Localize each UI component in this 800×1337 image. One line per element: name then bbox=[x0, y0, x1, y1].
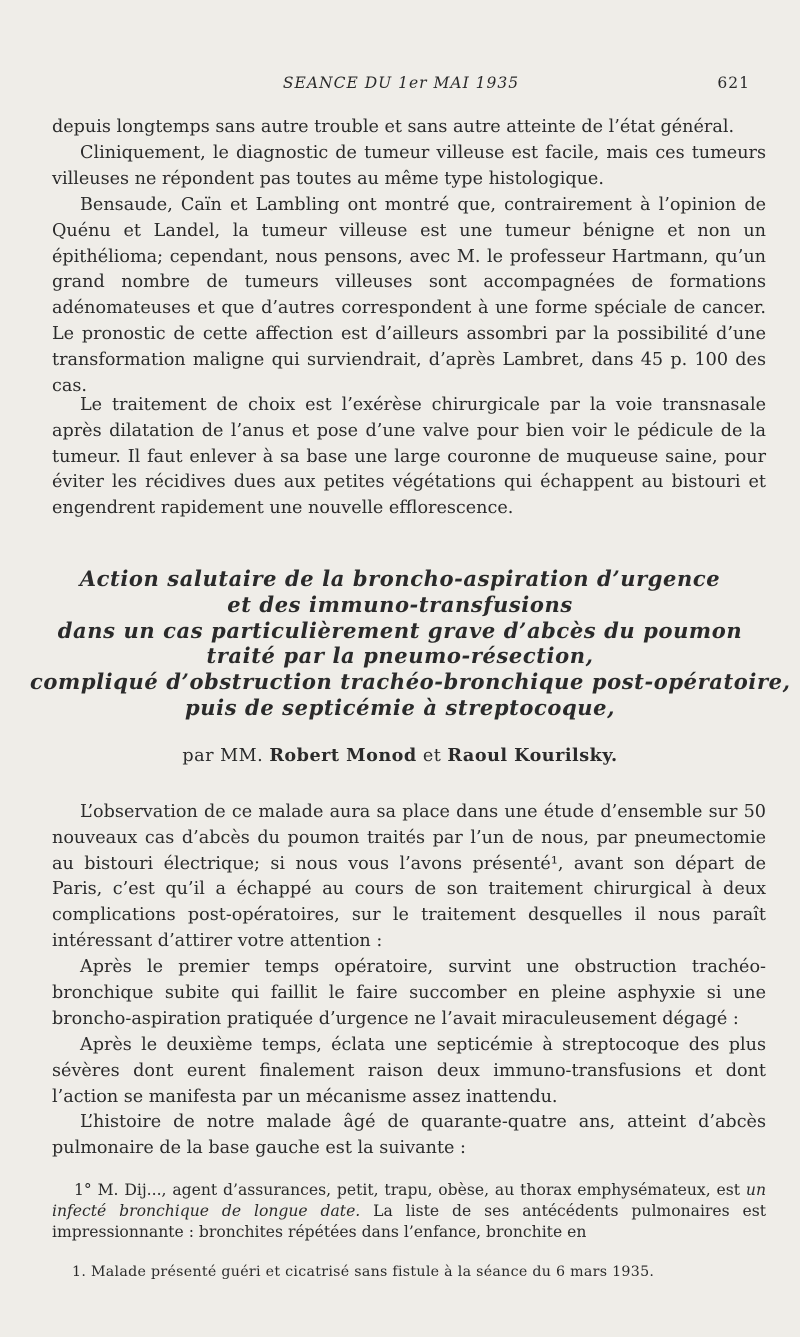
case-report-italic: un infecté bronchique de longue date. bbox=[52, 1181, 766, 1220]
body-paragraph-1: L’observation de ce malade aura sa place dans une étude d’ensemble sur 50 nouveaux cas d’abcès du poumon traités par l’un de nous, par pneumectomie au bistouri électrique; si nous vous l’avons présenté¹, avant son départ de Paris, c’est qu’il a échappé au cours de son traitement chirurgical à deux complications post-opératoires, sur le traitement desquelles il nous paraît intéressant d’attirer votre attention : bbox=[52, 802, 766, 951]
article-title-line: compliqué d’obstruction trachéo-bronchique post-opératoire, bbox=[30, 669, 791, 695]
article-title bbox=[30, 566, 791, 721]
byline bbox=[0, 745, 800, 766]
author-2: Raoul Kourilsky. bbox=[447, 745, 618, 766]
intro-paragraph-4: Le traitement de choix est l’exérèse chirurgicale par la voie transnasale après dilatation de l’anus et pose d’une valve pour bien voir le pédicule de la tumeur. Il faut enlever à sa base une large couronne de muqueuse saine, pour éviter les récidives dues aux petites végétations qui échappent au bistouri et engendrent rapidement une nouvelle efflorescence. bbox=[52, 395, 766, 519]
article-title-line: traité par la pneumo-résection, bbox=[206, 643, 594, 669]
case-report-paragraph bbox=[52, 1180, 766, 1243]
article-title-line: dans un cas particulièrement grave d’abcès du poumon bbox=[57, 617, 743, 643]
byline-conjunction: et bbox=[422, 746, 442, 766]
case-report-rest: La liste de ses antécédents pulmonaires est impressionnante : bronchites répétées dans l’enfance, bronchite en bbox=[52, 1202, 766, 1241]
body-paragraph-2: Après le premier temps opératoire, survint une obstruction trachéo-bronchique subite qui faillit le faire succomber en pleine asphyxie si une broncho-aspiration pratiquée d’urgence ne l’avait miraculeusement dégagé : bbox=[52, 957, 766, 1029]
footnote: 1. Malade présenté guéri et cicatrisé sans fistule à la séance du 6 mars 1935. bbox=[72, 1264, 655, 1280]
running-header bbox=[52, 74, 750, 98]
page-number: 621 bbox=[717, 74, 750, 92]
article-title-line: et des immuno-transfusions bbox=[227, 591, 573, 617]
article-title-line: puis de septicémie à streptocoque, bbox=[184, 694, 616, 720]
case-report-lead: 1° M. Dij..., agent d’assurances, petit, trapu, obèse, au thorax emphysémateux, est bbox=[74, 1181, 741, 1199]
intro-paragraph-1: depuis longtemps sans autre trouble et sans autre atteinte de l’état général. bbox=[52, 117, 735, 137]
author-1: Robert Monod bbox=[269, 745, 417, 766]
article-title-line: Action salutaire de la broncho-aspiration d’urgence bbox=[79, 566, 721, 591]
body-paragraph-3: Après le deuxième temps, éclata une septicémie à streptocoque des plus sévères dont eurent finalement raison deux immuno-transfusions et dont l’action se manifesta par un mécanisme assez inattendu. bbox=[52, 1035, 766, 1107]
byline-prefix: par MM. bbox=[182, 746, 264, 766]
body-paragraph-4: L’histoire de notre malade âgé de quarante-quatre ans, atteint d’abcès pulmonaire de la base gauche est la suivante : bbox=[52, 1112, 766, 1158]
intro-paragraph-2: Cliniquement, le diagnostic de tumeur villeuse est facile, mais ces tumeurs villeuses ne répondent pas toutes au même type histologique. bbox=[52, 143, 766, 189]
running-title: SEANCE DU 1er MAI 1935 bbox=[282, 74, 520, 92]
intro-paragraph-3: Bensaude, Caïn et Lambling ont montré que, contrairement à l’opinion de Quénu et Landel, la tumeur villeuse est une tumeur bénigne et non un épithélioma; cependant, nous pensons, avec M. le professeur Hartmann, qu’un grand nombre de tumeurs villeuses sont accompagnées de formations adénomateuses et que d’autres correspondent à une forme spéciale de cancer. Le pronostic de cette affection est d’ailleurs assombri par la possibilité d’une transformation maligne qui surviendrait, d’après Lambret, dans 45 p. 100 des cas. bbox=[52, 195, 766, 396]
